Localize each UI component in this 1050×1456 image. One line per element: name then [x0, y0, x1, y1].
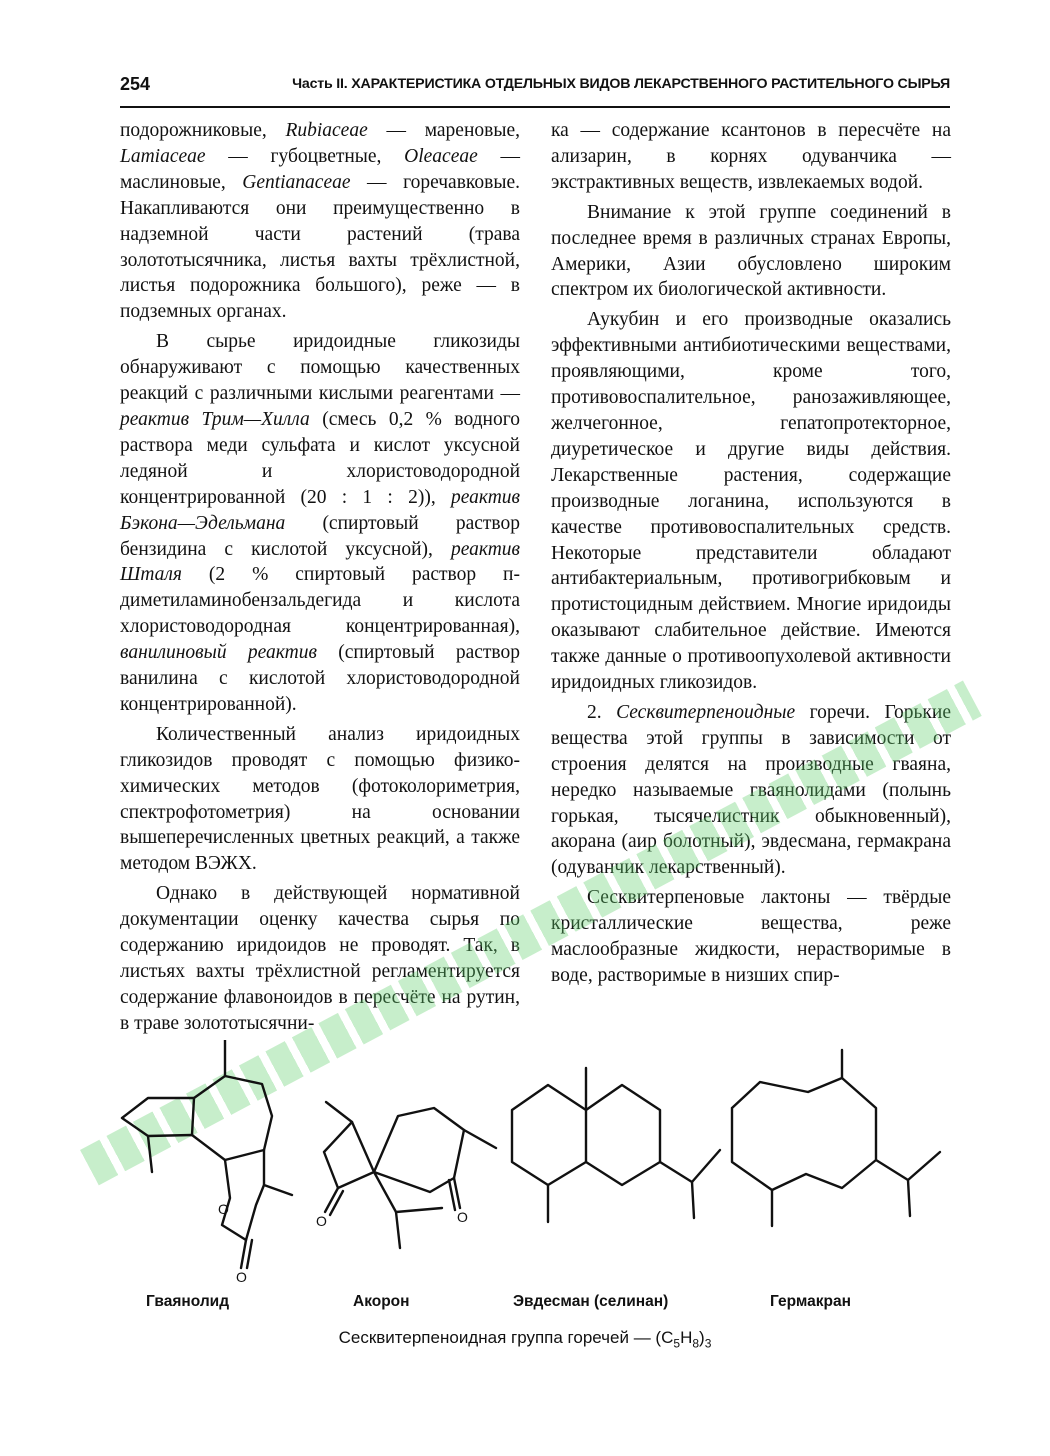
- structures-figure: [100, 1040, 980, 1300]
- atom-oxygen-carbonyl: O: [236, 1269, 247, 1285]
- label-eudesmane: Эвдесман (селинан): [513, 1293, 669, 1310]
- right-paragraph-4: 2. Сесквитерпеноидные горечи. Горькие вещества этой группы в зависимости от строения делятся на производные гваяна, нередко называемые гваянолидами (полынь горькая, тысячелистник обыкновенный), акорана (аир болотный), эвдесмана, гермакрана (одуванчик лекарственный).: [551, 701, 951, 879]
- figure-caption: Сесквитерпеноидная группа горечей — $(C_5H_8)_3$: [338, 1328, 712, 1351]
- left-paragraph-4: Однако в действующей нормативной документации оценку качества сырья по содержанию иридоидов не проводят. Так, в листьях вахты трёхлистной регламентируется содержание флавоноидов в пересчёте на рутин, в траве золототысячни-: [120, 883, 520, 1034]
- atom-oxygen-acorone-2: O: [457, 1209, 468, 1225]
- header-rule: [120, 106, 950, 108]
- guaianolide-structure: [122, 1040, 292, 1268]
- atom-oxygen-ring: O: [218, 1201, 229, 1217]
- label-acorone: Акорон: [353, 1293, 410, 1310]
- structural-formulas: [100, 1040, 980, 1300]
- left-paragraph-1: подорожниковые, Rubiaceae — мареновые, Lamiaceae — губоцветные, Oleaceae — маслиновые, Gentianaceae — горечавковые. Накапливаются они преимущественно в надземной части растений (трава золототысячника, листья вахты трёхлистной, листья подорожника большого), реже — в подземных органах.: [120, 120, 520, 323]
- left-paragraph-3: Количественный анализ иридоидных гликозидов проводят с помощью физико-химических методов (фотоколориметрия, спектрофотометрия) на основании вышеперечисленных цветных реакций, а также методом ВЭЖХ.: [120, 723, 520, 875]
- left-column: [120, 118, 520, 1037]
- right-paragraph-3: Аукубин и его производные оказались эффективными антибиотическими веществами, проявляющими, кроме того, противовоспалительное, ранозаживляющее, желчегонное, гепатопротекторное, диуретическое и другие виды действия. Лекарственные растения, содержащие производные логанина, используются в качестве противовоспалительных средств. Некоторые представители обладают антибактериальным, противогрибковым и протистоцидным действием. Многие иридоиды оказывают слабительное действие. Имеются также данные о противоопухолевой активности иридоидных гликозидов.: [551, 309, 951, 694]
- right-paragraph-1: ка — содержание ксантонов в пересчёте на ализарин, в корнях одуванчика — экстрактивных веществ, извлекаемых водой.: [551, 120, 951, 193]
- page-number: 254: [120, 74, 151, 94]
- right-paragraph-2: Внимание к этой группе соединений в последнее время в различных странах Европы, Америки, Азии обусловлено широким спектром их биологической активности.: [551, 201, 951, 301]
- page-header: [120, 74, 950, 100]
- label-germacrane: Гермакран: [770, 1293, 851, 1310]
- right-paragraph-5: Сесквитерпеновые лактоны — твёрдые кристаллические вещества, реже маслообразные жидкости, нерастворимые в воде, растворимые в низших спир-: [551, 887, 951, 986]
- germacrane-structure: [732, 1050, 940, 1226]
- label-guaianolide: Гваянолид: [146, 1293, 230, 1310]
- left-paragraph-2: В сырье иридоидные гликозиды обнаруживают с помощью качественных реакций с различными кислыми реагентами — реактив Трим—Хилла (смесь 0,2 % водного раствора меди сульфата и кислот уксусной ледяной и хлористоводородной концентрированной (20 : 1 : 2)), реактив Бэкона—Эдельмана (спиртовый раствор бензидина с кислотой уксусной), реактив Шталя (2 % спиртовый раствор п-диметиламинобензальдегида и кислота хлористоводородная концентрированная), ванилиновый реактив (спиртовый раствор ванилина с кислотой хлористоводородной концентрированной).: [120, 331, 521, 715]
- acorone-structure: [324, 1102, 496, 1248]
- running-title: Часть II. ХАРАКТЕРИСТИКА ОТДЕЛЬНЫХ ВИДОВ ЛЕКАРСТВЕННОГО РАСТИТЕЛЬНОГО СЫРЬЯ: [292, 76, 950, 92]
- atom-oxygen-acorone-1: O: [316, 1213, 327, 1229]
- right-column: [551, 118, 951, 989]
- eudesmane-structure: [512, 1068, 720, 1222]
